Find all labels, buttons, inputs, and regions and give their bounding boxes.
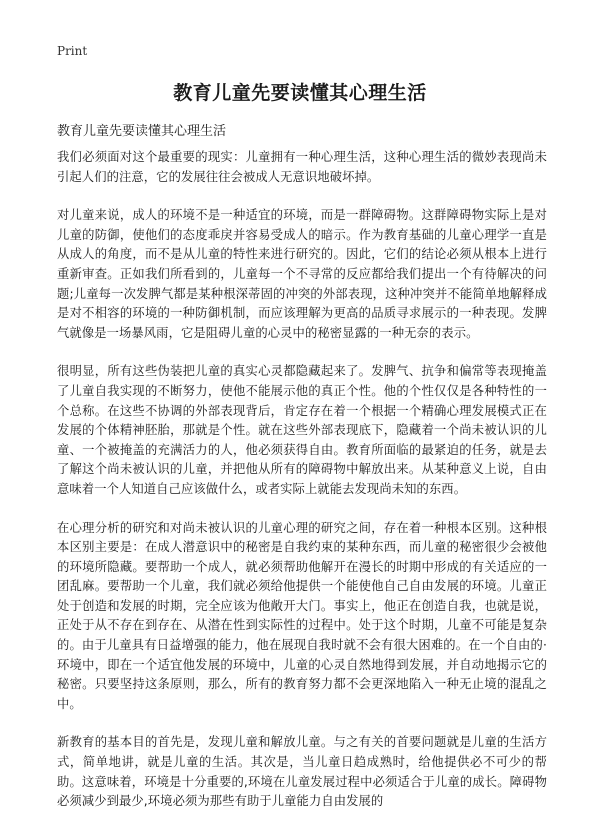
article-paragraph: 新教育的基本目的首先是，发现儿童和解放儿童。与之有关的首要问题就是儿童的生活方式，简单地讲，就是儿童的生活。其次是，当儿童日趋成熟时，给他提供必不可少的帮助。这意味着，环境是十分重要的,环境在儿童发展过程中必须适合于儿童的成长。障碍物必须减少到最少,环境必须为那些有助于儿童能力自由发展的 [57, 735, 547, 809]
article-paragraph: 很明显，所有这些伪装把儿童的真实心灵都隐藏起来了。发脾气、抗争和偏常等表现掩盖了儿童自我实现的不断努力，使他不能展示他的真正个性。他的个性仅仅是各种特性的一个总称。在这些不协调的外部表现背后，肯定存在着一个根据一个精确心理发展模式正在发展的个体精神胚胎，那就是个性。就在这些外部表现底下，隐藏着一个尚未被认识的儿童、一个被掩盖的充满活力的人，他必须获得自由。教育所面临的最紧迫的任务，就是去了解这个尚未被认识的儿童，并把他从所有的障碍物中解放出来。从某种意义上说，自由意味着一个人知道自己应该做什么，或者实际上就能去发现尚未知的东西。 [57, 364, 547, 496]
print-link[interactable]: Print [57, 44, 88, 58]
article-paragraph: 我们必须面对这个最重要的现实：儿童拥有一种心理生活，这种心理生活的微妙表现尚未引起人们的注意，它的发展往往会被成人无意识地破坏掉。 [57, 150, 547, 184]
article-body [57, 148, 547, 831]
article-paragraph: 对儿童来说，成人的环境不是一种适宜的环境，而是一群障碍物。这群障碍物实际上是对儿童的防御，使他们的态度乖戾并容易受成人的暗示。作为教育基础的儿童心理学一直是从成人的角度，而不是从儿童的特性来进行研究的。因此，它们的结论必须从根本上进行重新审查。正如我们所看到的，儿童每一个不寻常的反应都给我们提出一个有待解决的问题;儿童每一次发脾气都是某种根深蒂固的冲突的外部表现，这种冲突并不能简单地解释成是对不相容的环境的一种防御机制，而应该理解为更高的品质寻求展示的一种表现。发脾气就像是一场暴风雨，它是阻碍儿童的心灵中的秘密显露的一种无奈的表示。 [57, 208, 547, 340]
article-subtitle: 教育儿童先要读懂其心理生活 [57, 124, 227, 139]
page-title: 教育儿童先要读懂其心理生活 [173, 82, 427, 104]
article-paragraph: 在心理分析的研究和对尚未被认识的儿童心理的研究之间，存在着一种根本区别。这种根本区别主要是：在成人潜意识中的秘密是自我约束的某种东西，而儿童的秘密很少会被他的环境所隐藏。要帮助一个成人，就必须帮助他解开在漫长的时期中形成的有关适应的一团乱麻。要帮助一个儿童，我们就必须给他提供一个能使他自己自由发展的环境。儿童正处于创造和发展的时期，完全应该为他敞开大门。事实上，他正在创造自我，也就是说，正处于从不存在到存在、从潜在性到实际性的过程中。处于这个时期，儿童不可能是复杂的。由于儿童具有日益增强的能力，他在展现自我时就不会有很大困难的。在一个自由的·环境中，即在一个适宜他发展的环境中，儿童的心灵自然地得到发展，并自动地揭示它的秘密。只要坚持这条原则，那么，所有的教育努力都不会更深地陷入一种无止境的混乱之中。 [57, 520, 547, 711]
